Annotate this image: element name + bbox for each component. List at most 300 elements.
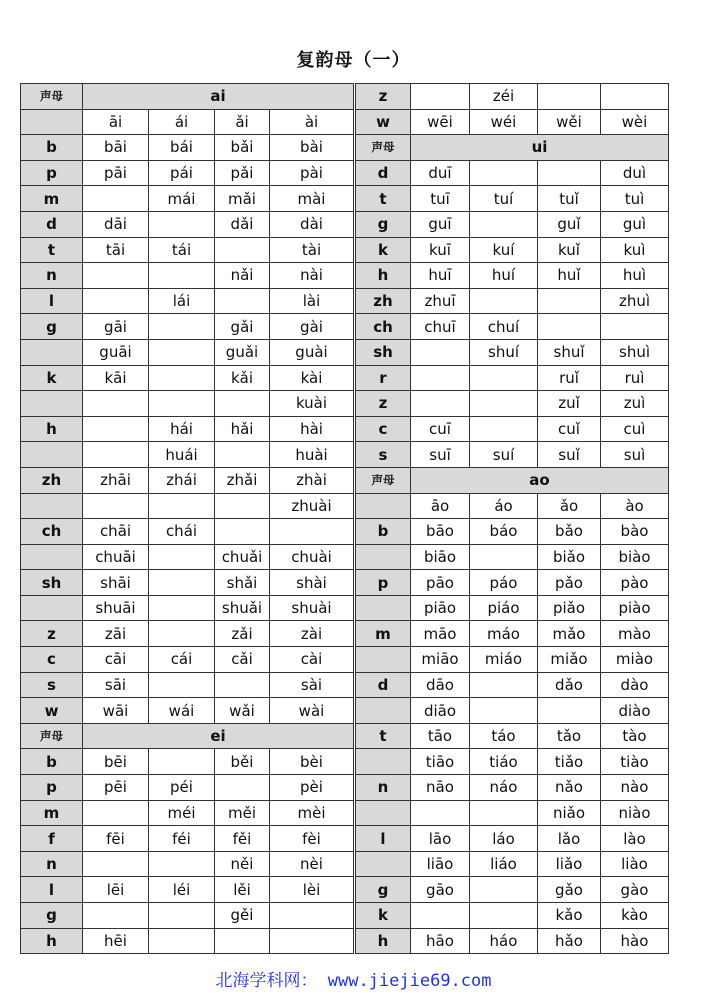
syllable-cell: kài [270, 365, 354, 391]
syllable-cell: sāi [83, 672, 149, 698]
syllable-cell: pái [149, 160, 215, 186]
syllable-cell: dāo [411, 672, 470, 698]
syllable-cell: kuī [411, 237, 470, 263]
initial-cell [21, 442, 83, 468]
syllable-cell: áo [470, 493, 538, 519]
initial-cell [356, 698, 411, 724]
syllable-cell: chuài [270, 544, 354, 570]
syllable-cell [270, 519, 354, 545]
syllable-cell [215, 519, 270, 545]
syllable-cell: hǎi [215, 416, 270, 442]
syllable-cell: guài [270, 339, 354, 365]
syllable-cell: zuǐ [538, 391, 601, 417]
syllable-cell: tuǐ [538, 186, 601, 212]
syllable-cell: báo [470, 519, 538, 545]
syllable-cell: diào [601, 698, 669, 724]
initial-cell: d [21, 211, 83, 237]
syllable-cell: pèi [270, 775, 354, 801]
syllable-cell [215, 672, 270, 698]
syllable-cell: māo [411, 621, 470, 647]
syllable-cell: kuài [270, 391, 354, 417]
syllable-cell: ào [601, 493, 669, 519]
syllable-cell: bèi [270, 749, 354, 775]
table-row [356, 544, 669, 570]
table-row [356, 851, 669, 877]
syllable-cell [83, 288, 149, 314]
syllable-cell [83, 903, 149, 929]
final-header-row [356, 467, 669, 493]
syllable-cell [470, 544, 538, 570]
table-row [21, 135, 354, 161]
initial-cell: b [356, 519, 411, 545]
table-row [21, 365, 354, 391]
initial-label-cell: 声母 [21, 723, 83, 749]
syllable-cell: kuí [470, 237, 538, 263]
syllable-cell [149, 570, 215, 596]
syllable-cell: piǎo [538, 595, 601, 621]
initial-cell: l [21, 288, 83, 314]
syllable-cell: duì [601, 160, 669, 186]
initial-cell: b [21, 749, 83, 775]
syllable-cell [83, 493, 149, 519]
syllable-cell: duī [411, 160, 470, 186]
initial-cell: h [21, 928, 83, 954]
syllable-cell: zhuài [270, 493, 354, 519]
final-header-cell: ao [411, 467, 669, 493]
syllable-cell: tuī [411, 186, 470, 212]
syllable-cell: lāo [411, 826, 470, 852]
initial-cell [21, 109, 83, 135]
syllable-cell: wāi [83, 698, 149, 724]
syllable-cell: huì [601, 263, 669, 289]
syllable-cell: bǎo [538, 519, 601, 545]
syllable-cell: tǎo [538, 723, 601, 749]
syllable-cell [470, 288, 538, 314]
syllable-cell [83, 186, 149, 212]
syllable-cell: gài [270, 314, 354, 340]
syllable-cell [215, 442, 270, 468]
initial-label-cell: 声母 [356, 467, 411, 493]
syllable-cell: gěi [215, 903, 270, 929]
syllable-cell: bēi [83, 749, 149, 775]
table-row [21, 749, 354, 775]
syllable-cell: tāi [83, 237, 149, 263]
initial-cell: c [21, 647, 83, 673]
syllable-cell: dǎi [215, 211, 270, 237]
syllable-cell: dǎo [538, 672, 601, 698]
syllable-cell [149, 903, 215, 929]
initial-cell: d [356, 672, 411, 698]
syllable-cell [538, 698, 601, 724]
initial-cell: k [21, 365, 83, 391]
syllable-cell: pǎi [215, 160, 270, 186]
syllable-cell: tiáo [470, 749, 538, 775]
table-row [21, 698, 354, 724]
table-row [21, 263, 354, 289]
syllable-cell: nèi [270, 851, 354, 877]
initial-cell: l [21, 877, 83, 903]
syllable-cell: huǐ [538, 263, 601, 289]
syllable-cell: cuī [411, 416, 470, 442]
initial-cell: f [21, 826, 83, 852]
table-row [21, 519, 354, 545]
page-title: 复韵母（一） [296, 50, 411, 71]
syllable-cell [411, 365, 470, 391]
table-row [356, 339, 669, 365]
syllable-cell: tiāo [411, 749, 470, 775]
initial-cell: g [356, 211, 411, 237]
syllable-cell: biāo [411, 544, 470, 570]
syllable-cell: huī [411, 263, 470, 289]
syllable-cell [270, 928, 354, 954]
syllable-cell: mǎi [215, 186, 270, 212]
syllable-cell: dài [270, 211, 354, 237]
syllable-cell: zéi [470, 84, 538, 110]
table-row [356, 416, 669, 442]
table-row [21, 416, 354, 442]
syllable-cell [470, 903, 538, 929]
syllable-cell [149, 391, 215, 417]
initial-cell: n [21, 263, 83, 289]
initial-cell [356, 544, 411, 570]
initial-cell [21, 544, 83, 570]
syllable-cell: ruǐ [538, 365, 601, 391]
syllable-cell: pēi [83, 775, 149, 801]
initial-cell: s [356, 442, 411, 468]
syllable-cell: něi [215, 851, 270, 877]
table-row [21, 493, 354, 519]
syllable-cell: liāo [411, 851, 470, 877]
syllable-cell: zhài [270, 467, 354, 493]
syllable-cell: zhái [149, 467, 215, 493]
syllable-cell: fēi [83, 826, 149, 852]
pinyin-table-left [20, 83, 354, 954]
table-row [356, 570, 669, 596]
syllable-cell [149, 493, 215, 519]
syllable-cell: zhǎi [215, 467, 270, 493]
syllable-cell: cuǐ [538, 416, 601, 442]
syllable-cell: tào [601, 723, 669, 749]
table-row [356, 647, 669, 673]
table-row [356, 928, 669, 954]
initial-cell: ch [21, 519, 83, 545]
table-row [21, 621, 354, 647]
syllable-cell: pāi [83, 160, 149, 186]
syllable-cell [470, 877, 538, 903]
syllable-cell: zài [270, 621, 354, 647]
pinyin-table-right [355, 83, 669, 954]
syllable-cell [149, 851, 215, 877]
initial-cell: sh [21, 570, 83, 596]
syllable-cell: chāi [83, 519, 149, 545]
syllable-cell [83, 416, 149, 442]
initial-cell: ch [356, 314, 411, 340]
table-row [21, 467, 354, 493]
syllable-cell: biǎo [538, 544, 601, 570]
syllable-cell: nǎi [215, 263, 270, 289]
initial-label-cell: 声母 [21, 84, 83, 110]
syllable-cell: běi [215, 749, 270, 775]
initial-cell: c [356, 416, 411, 442]
syllable-cell [215, 493, 270, 519]
table-row [21, 903, 354, 929]
syllable-cell: gǎi [215, 314, 270, 340]
syllable-cell: ài [270, 109, 354, 135]
syllable-cell: shuì [601, 339, 669, 365]
syllable-cell: suí [470, 442, 538, 468]
syllable-cell: suī [411, 442, 470, 468]
syllable-cell [83, 391, 149, 417]
syllable-cell: fěi [215, 826, 270, 852]
final-header-cell: ei [83, 723, 354, 749]
syllable-cell: chuī [411, 314, 470, 340]
syllable-cell [215, 237, 270, 263]
syllable-cell: chuǎi [215, 544, 270, 570]
syllable-cell: kǎi [215, 365, 270, 391]
syllable-cell: ǎi [215, 109, 270, 135]
initial-cell [21, 595, 83, 621]
table-row [356, 749, 669, 775]
initial-cell: w [21, 698, 83, 724]
syllable-cell: gǎo [538, 877, 601, 903]
initial-cell: d [356, 160, 411, 186]
syllable-cell: kǎo [538, 903, 601, 929]
final-header-row [356, 135, 669, 161]
final-header-cell: ai [83, 84, 354, 110]
syllable-cell: lēi [83, 877, 149, 903]
table-row [21, 672, 354, 698]
initial-cell [356, 851, 411, 877]
initial-cell [21, 493, 83, 519]
syllable-cell: bái [149, 135, 215, 161]
syllable-cell [83, 800, 149, 826]
syllable-cell: zuì [601, 391, 669, 417]
syllable-cell: chái [149, 519, 215, 545]
site-footer: 北海学科网： www.jiejie69.com [215, 971, 492, 991]
syllable-cell: liào [601, 851, 669, 877]
initial-cell: p [356, 570, 411, 596]
syllable-cell: wài [270, 698, 354, 724]
syllable-cell: hēi [83, 928, 149, 954]
syllable-cell: shǎi [215, 570, 270, 596]
syllable-cell [538, 160, 601, 186]
syllable-cell: shuài [270, 595, 354, 621]
syllable-cell [470, 672, 538, 698]
table-row [356, 365, 669, 391]
syllable-cell: wéi [470, 109, 538, 135]
initial-cell [21, 339, 83, 365]
syllable-cell [601, 84, 669, 110]
syllable-cell [83, 442, 149, 468]
syllable-cell: lěi [215, 877, 270, 903]
syllable-cell: ái [149, 109, 215, 135]
initial-cell: m [21, 186, 83, 212]
syllable-cell: bào [601, 519, 669, 545]
syllable-cell: guì [601, 211, 669, 237]
syllable-cell: bài [270, 135, 354, 161]
syllable-cell: suì [601, 442, 669, 468]
syllable-cell: lào [601, 826, 669, 852]
table-row [21, 851, 354, 877]
initial-cell [356, 749, 411, 775]
syllable-cell: huái [149, 442, 215, 468]
initial-cell: zh [356, 288, 411, 314]
syllable-cell: niào [601, 800, 669, 826]
syllable-cell: tāo [411, 723, 470, 749]
syllable-cell: zhuī [411, 288, 470, 314]
syllable-cell: cái [149, 647, 215, 673]
syllable-cell [83, 851, 149, 877]
table-row [356, 877, 669, 903]
table-row [21, 595, 354, 621]
initial-cell: k [356, 903, 411, 929]
initial-cell: p [21, 775, 83, 801]
syllable-cell [149, 595, 215, 621]
table-row [356, 288, 669, 314]
final-header-cell: ui [411, 135, 669, 161]
initial-cell: zh [21, 467, 83, 493]
syllable-cell: shāi [83, 570, 149, 596]
initial-cell: g [356, 877, 411, 903]
syllable-cell [149, 672, 215, 698]
syllable-cell: gāi [83, 314, 149, 340]
syllable-cell: guǎi [215, 339, 270, 365]
syllable-cell: cǎi [215, 647, 270, 673]
table-row [21, 237, 354, 263]
syllable-cell: tiào [601, 749, 669, 775]
initial-cell [356, 595, 411, 621]
table-row [356, 442, 669, 468]
initial-cell: m [21, 800, 83, 826]
table-row [356, 672, 669, 698]
syllable-cell: guī [411, 211, 470, 237]
initial-cell [21, 391, 83, 417]
syllable-cell: hào [601, 928, 669, 954]
syllable-cell: guāi [83, 339, 149, 365]
initial-cell: g [21, 903, 83, 929]
initial-cell: t [21, 237, 83, 263]
syllable-cell [411, 903, 470, 929]
syllable-cell: bāo [411, 519, 470, 545]
syllable-cell: tái [149, 237, 215, 263]
syllable-cell: láo [470, 826, 538, 852]
syllable-cell [215, 288, 270, 314]
initial-cell: sh [356, 339, 411, 365]
syllable-cell: lǎo [538, 826, 601, 852]
syllable-cell: diāo [411, 698, 470, 724]
initial-cell: p [21, 160, 83, 186]
syllable-cell [470, 160, 538, 186]
table-row [356, 800, 669, 826]
syllable-cell [149, 339, 215, 365]
syllable-cell [538, 84, 601, 110]
initial-cell: t [356, 186, 411, 212]
syllable-cell: miào [601, 647, 669, 673]
syllable-cell: mài [270, 186, 354, 212]
table-row [356, 211, 669, 237]
syllable-cell [270, 903, 354, 929]
syllable-cell: cuì [601, 416, 669, 442]
initial-cell: h [356, 928, 411, 954]
syllable-cell: zāi [83, 621, 149, 647]
syllable-cell [149, 314, 215, 340]
initial-cell: l [356, 826, 411, 852]
initial-cell: z [356, 391, 411, 417]
syllable-cell: zǎi [215, 621, 270, 647]
syllable-cell: nài [270, 263, 354, 289]
syllable-cell: shuāi [83, 595, 149, 621]
table-row [21, 314, 354, 340]
table-row [21, 544, 354, 570]
final-header-row [21, 84, 354, 110]
initial-cell: n [356, 775, 411, 801]
syllable-cell: tiǎo [538, 749, 601, 775]
syllable-cell: nào [601, 775, 669, 801]
syllable-cell: sài [270, 672, 354, 698]
syllable-cell [470, 698, 538, 724]
table-row [21, 775, 354, 801]
syllable-cell: dāi [83, 211, 149, 237]
syllable-cell: liáo [470, 851, 538, 877]
table-row [356, 109, 669, 135]
table-row [356, 621, 669, 647]
syllable-cell [411, 84, 470, 110]
table-row [21, 211, 354, 237]
initial-cell: n [21, 851, 83, 877]
syllable-cell: máo [470, 621, 538, 647]
syllable-cell: péi [149, 775, 215, 801]
syllable-cell: tài [270, 237, 354, 263]
syllable-cell: pào [601, 570, 669, 596]
syllable-cell: huí [470, 263, 538, 289]
table-row [356, 263, 669, 289]
syllable-cell: āi [83, 109, 149, 135]
syllable-cell: háo [470, 928, 538, 954]
syllable-cell: wèi [601, 109, 669, 135]
syllable-cell: biào [601, 544, 669, 570]
syllable-cell: táo [470, 723, 538, 749]
table-row [356, 698, 669, 724]
syllable-cell: ruì [601, 365, 669, 391]
table-row [356, 519, 669, 545]
syllable-cell: kuì [601, 237, 669, 263]
syllable-cell [470, 391, 538, 417]
initial-cell: g [21, 314, 83, 340]
initial-cell: t [356, 723, 411, 749]
table-row [356, 775, 669, 801]
table-row [356, 826, 669, 852]
syllable-cell: liǎo [538, 851, 601, 877]
syllable-cell: kào [601, 903, 669, 929]
syllable-cell: bǎi [215, 135, 270, 161]
syllable-cell [149, 365, 215, 391]
initial-cell: b [21, 135, 83, 161]
syllable-cell [470, 416, 538, 442]
syllable-cell: fèi [270, 826, 354, 852]
syllable-cell: méi [149, 800, 215, 826]
syllable-cell: lài [270, 288, 354, 314]
syllable-cell: dào [601, 672, 669, 698]
syllable-cell: lái [149, 288, 215, 314]
syllable-cell [149, 544, 215, 570]
table-row [356, 723, 669, 749]
table-row [356, 160, 669, 186]
initial-cell: z [21, 621, 83, 647]
syllable-cell: zhuì [601, 288, 669, 314]
syllable-cell [411, 339, 470, 365]
syllable-cell: miǎo [538, 647, 601, 673]
syllable-cell: lèi [270, 877, 354, 903]
